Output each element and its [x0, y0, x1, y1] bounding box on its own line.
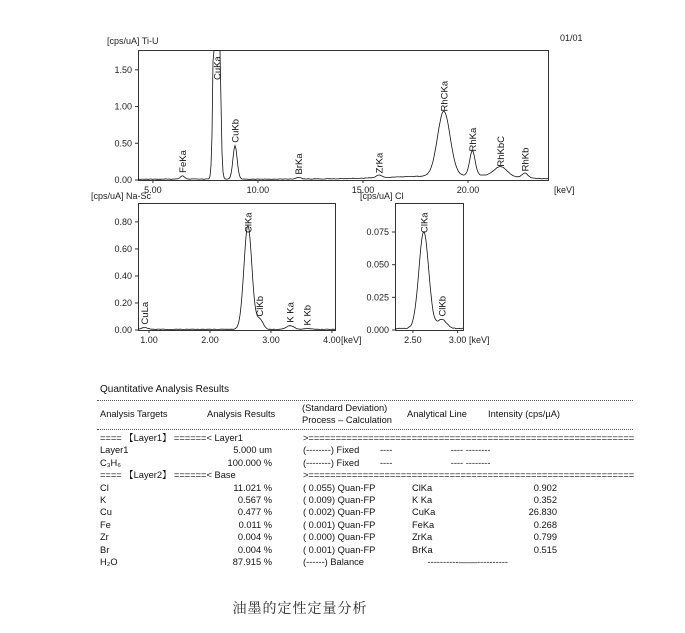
- peak-label-ClKb: ClKb: [255, 296, 267, 317]
- col-header-analytical-line: Analytical Line: [407, 409, 467, 419]
- cell-analytical-line: ----------——----------: [412, 557, 509, 567]
- cell-analysis-result: 100.000 %: [227, 457, 272, 468]
- x-axis-unit-label: [keV]: [469, 335, 490, 345]
- figure-caption: 油墨的定性定量分析: [232, 601, 368, 617]
- peak-label-RhCKa: RhCKa: [439, 80, 451, 112]
- peak-label-ClKa: ClKa: [419, 212, 431, 233]
- table-rule-header-bottom: [97, 429, 633, 430]
- cell-analysis-target: Cu: [100, 507, 112, 518]
- cell-intensity: 0.799: [533, 532, 557, 543]
- y-tick-label: 0.00: [114, 175, 132, 185]
- peak-label-RhKa: RhKa: [467, 127, 479, 152]
- cell-analysis-target: C₃H₆: [100, 457, 121, 468]
- peak-label-RhKb: RhKb: [520, 147, 532, 172]
- cell-analytical-line: ZrKa: [412, 532, 433, 543]
- peak-label-FeKa: FeKa: [177, 150, 189, 173]
- x-tick-label: 1.00: [140, 335, 158, 345]
- cell-analysis-target: Layer1: [100, 445, 129, 456]
- cell-analysis-target: K: [100, 495, 107, 505]
- cell-analysis-result: 0.004 %: [237, 544, 272, 555]
- peak-label-ZrKa: ZrKa: [374, 152, 386, 174]
- cell-sd-process: ( 0.009) Quan-FP: [303, 495, 376, 505]
- y-tick-label: 0.075: [366, 227, 389, 238]
- cell-sd-process: ( 0.001) Quan-FP: [303, 519, 376, 530]
- cell-sd-process: ( 0.000) Quan-FP: [303, 532, 376, 543]
- x-tick-label: 3.00: [448, 335, 467, 345]
- separator-left: ==== 【Layer2】 ======< Base: [100, 470, 236, 481]
- x-tick-label: 3.00: [262, 335, 280, 345]
- y-tick-label: 0.00: [114, 325, 132, 335]
- table-row: [0, 531, 685, 543]
- x-tick-label: 4.00: [323, 335, 341, 345]
- peak-label-ClKa: ClKa: [243, 212, 255, 233]
- table-row: [0, 506, 685, 518]
- cell-analysis-result: 0.004 %: [237, 532, 272, 543]
- cell-analysis-result: 0.011 %: [238, 519, 272, 530]
- cell-analysis-result: 5.000 um: [233, 445, 272, 456]
- x-tick-label: 15.00: [351, 185, 375, 195]
- cell-intensity: 0.352: [533, 495, 557, 505]
- col-header-process-calculation: Process – Calculation: [302, 415, 392, 425]
- cell-analysis-target: H₂O: [100, 557, 118, 567]
- peak-label-RhKbC: RhKbC: [496, 135, 508, 167]
- cell-analytical-line: CuKa: [412, 507, 436, 518]
- table-row: [0, 544, 685, 556]
- table-row: [0, 494, 685, 506]
- peak-label-CuKa: CuKa: [212, 56, 224, 80]
- table-separator-row: [0, 432, 685, 444]
- table-row: [0, 457, 685, 469]
- y-tick-label: 0.000: [366, 325, 389, 335]
- cell-sd-process: ( 0.055) Quan-FP: [303, 482, 376, 493]
- cell-analytical-line: BrKa: [412, 544, 433, 555]
- cell-analysis-target: Br: [100, 544, 110, 555]
- cell-sd-process: ( 0.002) Quan-FP: [303, 507, 376, 518]
- table-title: Quantitative Analysis Results: [100, 384, 229, 395]
- col-header-analysis-results: Analysis Results: [207, 409, 276, 419]
- separator-right: >============================================================: [303, 470, 634, 481]
- separator-left: ==== 【Layer1】 ======< Layer1: [100, 433, 243, 443]
- table-row: [0, 519, 685, 531]
- y-tick-label: 0.025: [366, 292, 389, 303]
- peak-label-K-Ka: K Ka: [285, 302, 297, 323]
- cell-intensity: 0.515: [533, 544, 557, 555]
- x-tick-label: 2.50: [404, 335, 422, 345]
- y-tick-label: 1.00: [114, 101, 132, 112]
- y-tick-label: 1.50: [114, 64, 132, 75]
- cell-analysis-target: Fe: [100, 519, 111, 530]
- cell-analysis-result: 11.021 %: [233, 482, 272, 493]
- table-row: [0, 556, 685, 568]
- cell-analytical-line: ClKa: [412, 482, 433, 493]
- col-header-intensity: Intensity (cps/µA): [488, 409, 561, 419]
- table-row: [0, 444, 685, 456]
- cell-analytical-line: K Ka: [412, 495, 433, 505]
- page-indicator: 01/01: [560, 33, 583, 43]
- peak-label-K-Kb: K Kb: [302, 304, 314, 326]
- y-tick-label: 0.50: [114, 138, 132, 149]
- cell-sd-process: ( 0.001) Quan-FP: [303, 544, 376, 555]
- peak-label-CuLa: CuLa: [140, 301, 152, 325]
- chart-unit-label: [cps/uA] Cl: [360, 191, 404, 201]
- col-header-standard-deviation: (Standard Deviation): [302, 403, 388, 413]
- cell-sd-process: (------) Balance: [303, 557, 364, 567]
- x-axis-unit-label: [keV]: [554, 185, 575, 195]
- chart-unit-label: [cps/uA] Na-Sc: [91, 191, 152, 201]
- x-tick-label: 20.00: [456, 185, 480, 195]
- y-tick-label: 0.40: [114, 270, 132, 281]
- y-tick-label: 0.20: [114, 297, 132, 308]
- cell-analytical-line: ---- --------: [412, 445, 491, 456]
- table-separator-row: [0, 469, 685, 481]
- y-tick-label: 0.80: [114, 216, 132, 227]
- separator-right: >============================================================: [303, 433, 634, 443]
- cell-analysis-target: Cl: [100, 482, 109, 493]
- cell-analysis-result: 0.567 %: [237, 495, 272, 505]
- y-tick-label: 0.60: [114, 243, 132, 254]
- cell-analysis-result: 0.477 %: [237, 507, 272, 518]
- cell-sd-process: (--------) Fixed ----: [303, 457, 393, 468]
- x-axis-unit-label: [keV]: [341, 335, 362, 345]
- x-tick-label: 10.00: [246, 185, 270, 195]
- cell-sd-process: (--------) Fixed ----: [303, 445, 393, 456]
- peak-label-ClKb: ClKb: [437, 295, 449, 317]
- peak-label-CuKb: CuKb: [230, 118, 242, 143]
- cell-intensity: 0.268: [533, 519, 557, 530]
- cell-analysis-result: 87.915 %: [232, 557, 272, 567]
- y-tick-label: 0.050: [366, 259, 389, 270]
- table-row: [0, 482, 685, 494]
- cell-intensity: 0.902: [533, 482, 557, 493]
- col-header-analysis-targets: Analysis Targets: [100, 409, 168, 419]
- x-tick-label: 5.00: [144, 185, 162, 195]
- table-rule-top: [97, 400, 633, 401]
- cell-intensity: 26.830: [528, 507, 557, 518]
- cell-analytical-line: FeKa: [412, 519, 435, 530]
- chart-unit-label: [cps/uA] Ti-U: [107, 36, 159, 46]
- peak-label-BrKa: BrKa: [293, 153, 305, 175]
- x-tick-label: 2.00: [201, 335, 219, 345]
- cell-analysis-target: Zr: [100, 532, 109, 543]
- cell-analytical-line: ---- --------: [412, 457, 491, 468]
